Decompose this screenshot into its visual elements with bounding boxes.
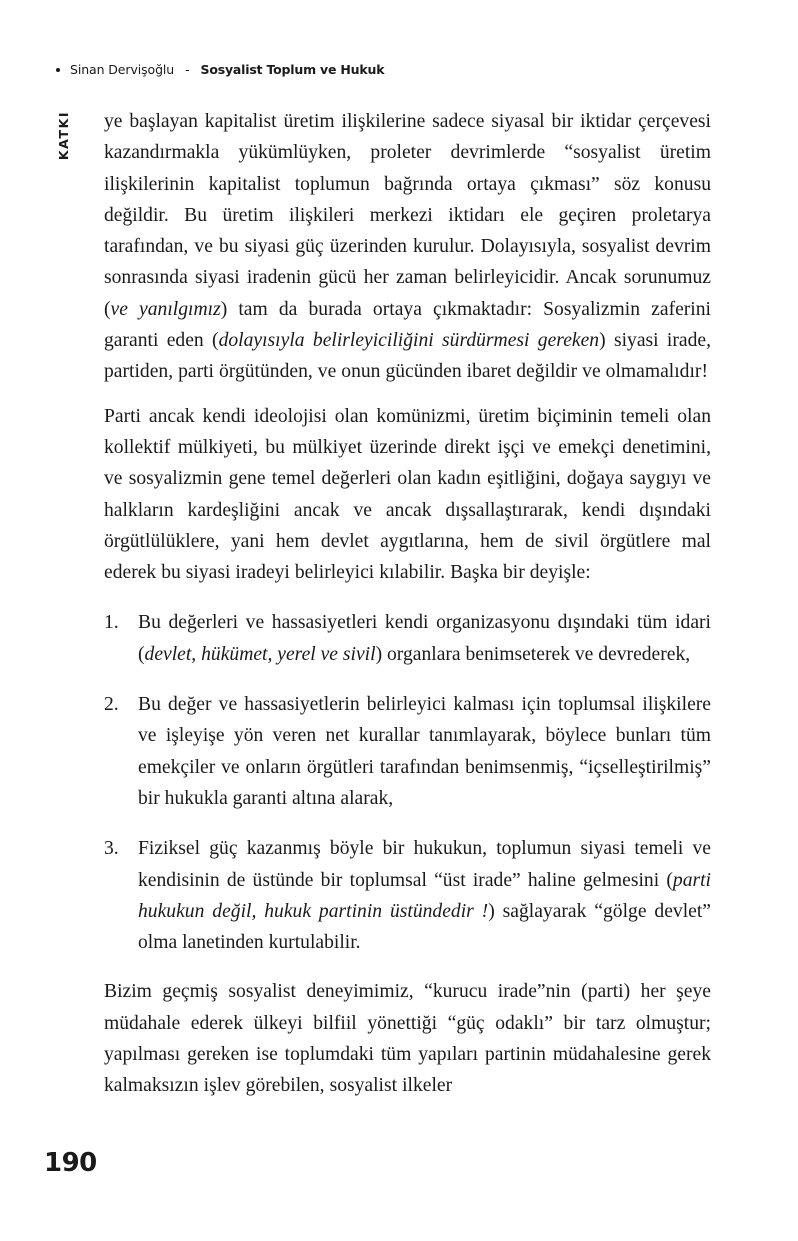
list-item-italic-1: devlet, hükümet, yerel ve sivil xyxy=(144,643,376,665)
paragraph-1-italic-1: ve yanılgımız xyxy=(110,298,221,320)
paragraph-3: Bizim geçmiş sosyalist deneyimimiz, “kurucu irade”nin (parti) her şeye müdahale ederek ülkeyi bilfiil yönettiği “güç odaklı” bir tarz olmuştur; yapılması gereken ise toplumdaki tüm yapıları partinin müdahalesine gerek kalmaksızın işlev görebilen, sosyalist ilkeler xyxy=(104,981,711,1097)
paragraph-1-part-3: ) siyasi irade, partiden, parti örgütünden, ve onun gücünden ibaret değildir ve olmamalıdır! xyxy=(104,330,711,383)
paragraph-2: Parti ancak kendi ideolojisi olan komünizmi, üretim biçiminin temeli olan kollektif mülkiyeti, bu mülkiyet üzerinde direkt işçi ve emekçi denetimini, ve sosyalizmin gene temel değerleri olan kadın eşitliğini, doğaya saygıyı ve halkların kardeşliğini ancak ve ancak dışsallaştırarak, kendi dışındaki örgütlülüklere, yani hem devlet aygıtlarına, hem de sivil örgütlere mal ederek bu siyasi iradeyi belirleyici kılabilir. Başka bir deyişle: xyxy=(104,405,711,584)
list-item-italic-1: parti hukukun değil, hukuk partinin üstündedir ! xyxy=(138,869,711,922)
list-item-part-1: Fiziksel güç kazanmış böyle bir hukukun, toplumun siyasi temeli ve kendisinin de üstünde bir toplumsal “üst irade” haline gelmesini ( xyxy=(138,838,711,891)
list-item-part-1: Bu değerleri ve hassasiyetleri kendi organizasyonu dışındaki tüm idari ( xyxy=(138,612,711,665)
page-number: 190 xyxy=(44,1148,97,1178)
list-item-body xyxy=(138,689,711,814)
list-item-part-2: ) sağlayarak “gölge devlet” olma lanetinden kurtulabilir. xyxy=(138,900,712,954)
paragraph-1-italic-2: dolayısıyla belirleyiciliğini sürdürmesi gereken xyxy=(218,330,600,352)
list-item-marker: 1. xyxy=(104,612,119,634)
list-item-part-2: ) organlara benimseterek ve devrederek, xyxy=(375,643,691,665)
paragraph-1-part-2: ) tam da burada ortaya çıkmaktadır: Sosyalizmin zaferini garanti eden ( xyxy=(104,298,711,352)
running-head-author: Sinan Dervişoğlu xyxy=(70,62,175,77)
paragraph-1 xyxy=(104,106,711,388)
bullet-dot-icon xyxy=(56,68,60,72)
section-tab xyxy=(51,100,77,210)
list-item-body xyxy=(138,607,711,670)
section-tab-label: KATKI xyxy=(56,110,72,161)
list-item-marker: 2. xyxy=(104,694,119,716)
running-head-separator: - xyxy=(185,62,190,77)
running-head xyxy=(56,62,384,77)
list-item-part-1: Bu değer ve hassasiyetlerin belirleyici kalması için toplumsal ilişkilere ve işleyişe yön veren net kurallar tanımlayarak, böylece bunları tüm emekçiler ve onların örgütleri tarafından benimsenmiş, “içselleştirilmiş” bir hukukla garanti altına alarak, xyxy=(138,694,711,809)
paragraph-1-part-1: ye başlayan kapitalist üretim ilişkilerine sadece siyasal bir iktidar çerçevesi kazandırmakla yükümlüyken, proleter devrimlerde “sosyalist üretim ilişkilerinin kapitalist toplumun bağrında ortaya çıkması” söz konusu değildir. Bu üretim ilişkileri merkezi iktidarı ele geçiren proletarya tarafından, ve bu siyasi güç üzerinden kurulur. Dolayısıyla, sosyalist devrim sonrasında siyasi iradenin gücü her zaman belirleyicidir. Ancak sorunumuz ( xyxy=(104,111,711,320)
list-item xyxy=(104,607,711,670)
list-item-marker: 3. xyxy=(104,838,119,860)
list-item xyxy=(104,833,711,958)
text-column xyxy=(104,106,711,1102)
list-item xyxy=(104,689,711,814)
list-item-body xyxy=(138,833,711,958)
running-head-title: Sosyalist Toplum ve Hukuk xyxy=(200,62,385,77)
numbered-list xyxy=(104,607,711,958)
